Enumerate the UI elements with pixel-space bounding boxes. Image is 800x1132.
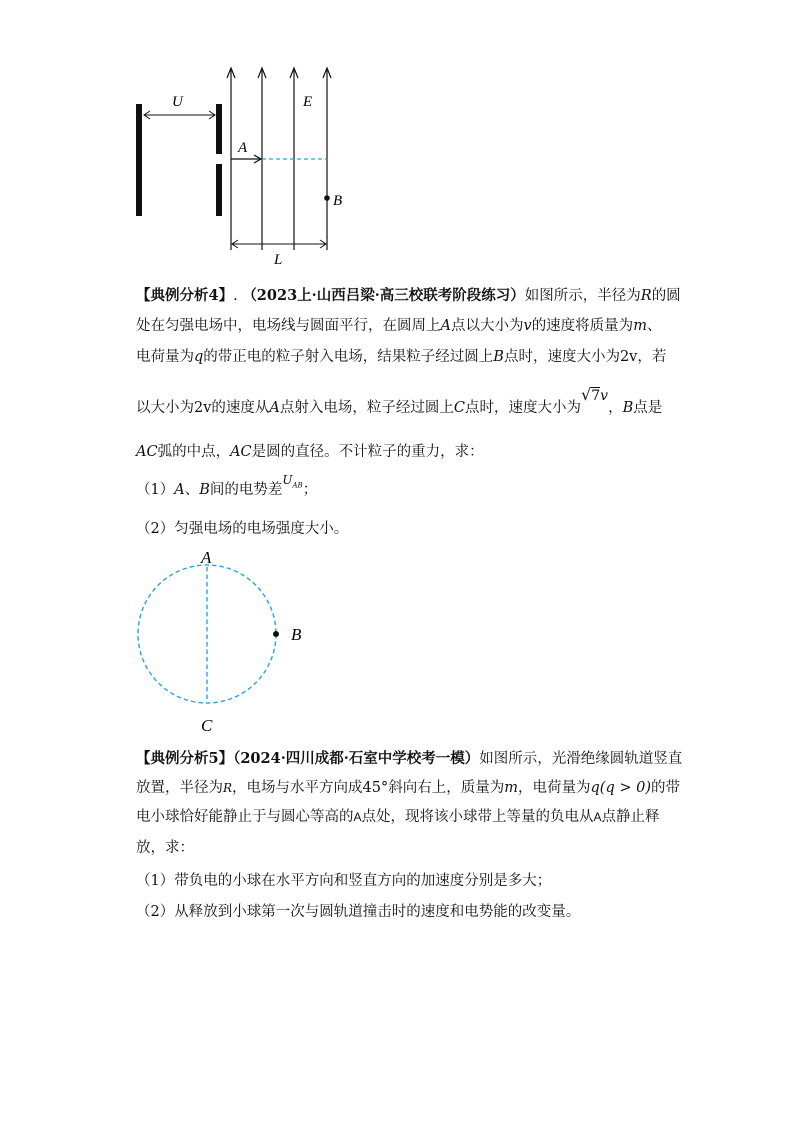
example5-question1: （1）带负电的小球在水平方向和竖直方向的加速度分别是多大； [136, 873, 552, 889]
label-L: L [274, 252, 283, 268]
example4-line5: AC弧的中点，AC是圆的直径。不计粒子的重力，求： [136, 444, 484, 460]
example4-question2: （2）匀强电场的电场强度大小。 [136, 521, 349, 537]
label-C: C [201, 716, 213, 735]
example5-question2: （2）从释放到小球第一次与圆轨道撞击时的速度和电势能的改变量。 [136, 904, 581, 920]
example4-line4: 以大小为2v的速度从A点射入电场，粒子经过圆上C点时，速度大小为√7v，B点是 [136, 385, 663, 416]
example4-line2: 处在匀强电场中，电场线与圆面平行，在圆周上A点以大小为v的速度将质量为m、 [136, 318, 662, 334]
example4-question1: （1）A、B间的电势差$U_{AB}$； [136, 473, 318, 498]
label-E: E [303, 94, 313, 110]
example4-heading: 【典例分析4】 [136, 287, 234, 304]
example5-source: （2024·四川成都·石室中学校考一模） [233, 750, 480, 767]
left-plate [136, 104, 142, 216]
right-plate-upper [216, 104, 222, 154]
example5-line1: 【典例分析5】（2024·四川成都·石室中学校考一模）如图所示，光滑绝缘圆轨道竖直 [136, 750, 683, 767]
label-A: A [201, 548, 212, 567]
example4-source: （2023上·山西吕梁·高三校联考阶段练习） [242, 287, 525, 304]
label-U: U [172, 94, 183, 110]
example4-line1: 【典例分析4】. （2023上·山西吕梁·高三校联考阶段练习）如图所示，半径为R的圆 [136, 287, 681, 304]
figure-circle-field [125, 545, 325, 740]
figure-accelerator-field [120, 60, 360, 270]
sqrt7v: √7v [581, 385, 609, 404]
example4-line3: 电荷量为q的带正电的粒子射入电场，结果粒子经过圆上B点时，速度大小为2v，若 [136, 349, 667, 365]
label-A: A [238, 140, 248, 156]
label-B: B [333, 193, 343, 209]
example5-line2: 放置，半径为R，电场与水平方向成45°斜向右上，质量为m，电荷量为q(q > 0)的带 [136, 780, 680, 796]
U-AB: $U_{AB}$ [282, 473, 303, 490]
label-B: B [291, 625, 302, 644]
point-B [324, 195, 330, 201]
example5-line4: 放，求： [136, 840, 194, 856]
right-plate-lower [216, 164, 222, 216]
example5-heading: 【典例分析5】 [136, 750, 234, 767]
point-B [273, 631, 279, 637]
example5-line3: 电小球恰好能静止于与圆心等高的A点处，现将该小球带上等量的负电从A点静止释 [136, 809, 660, 825]
